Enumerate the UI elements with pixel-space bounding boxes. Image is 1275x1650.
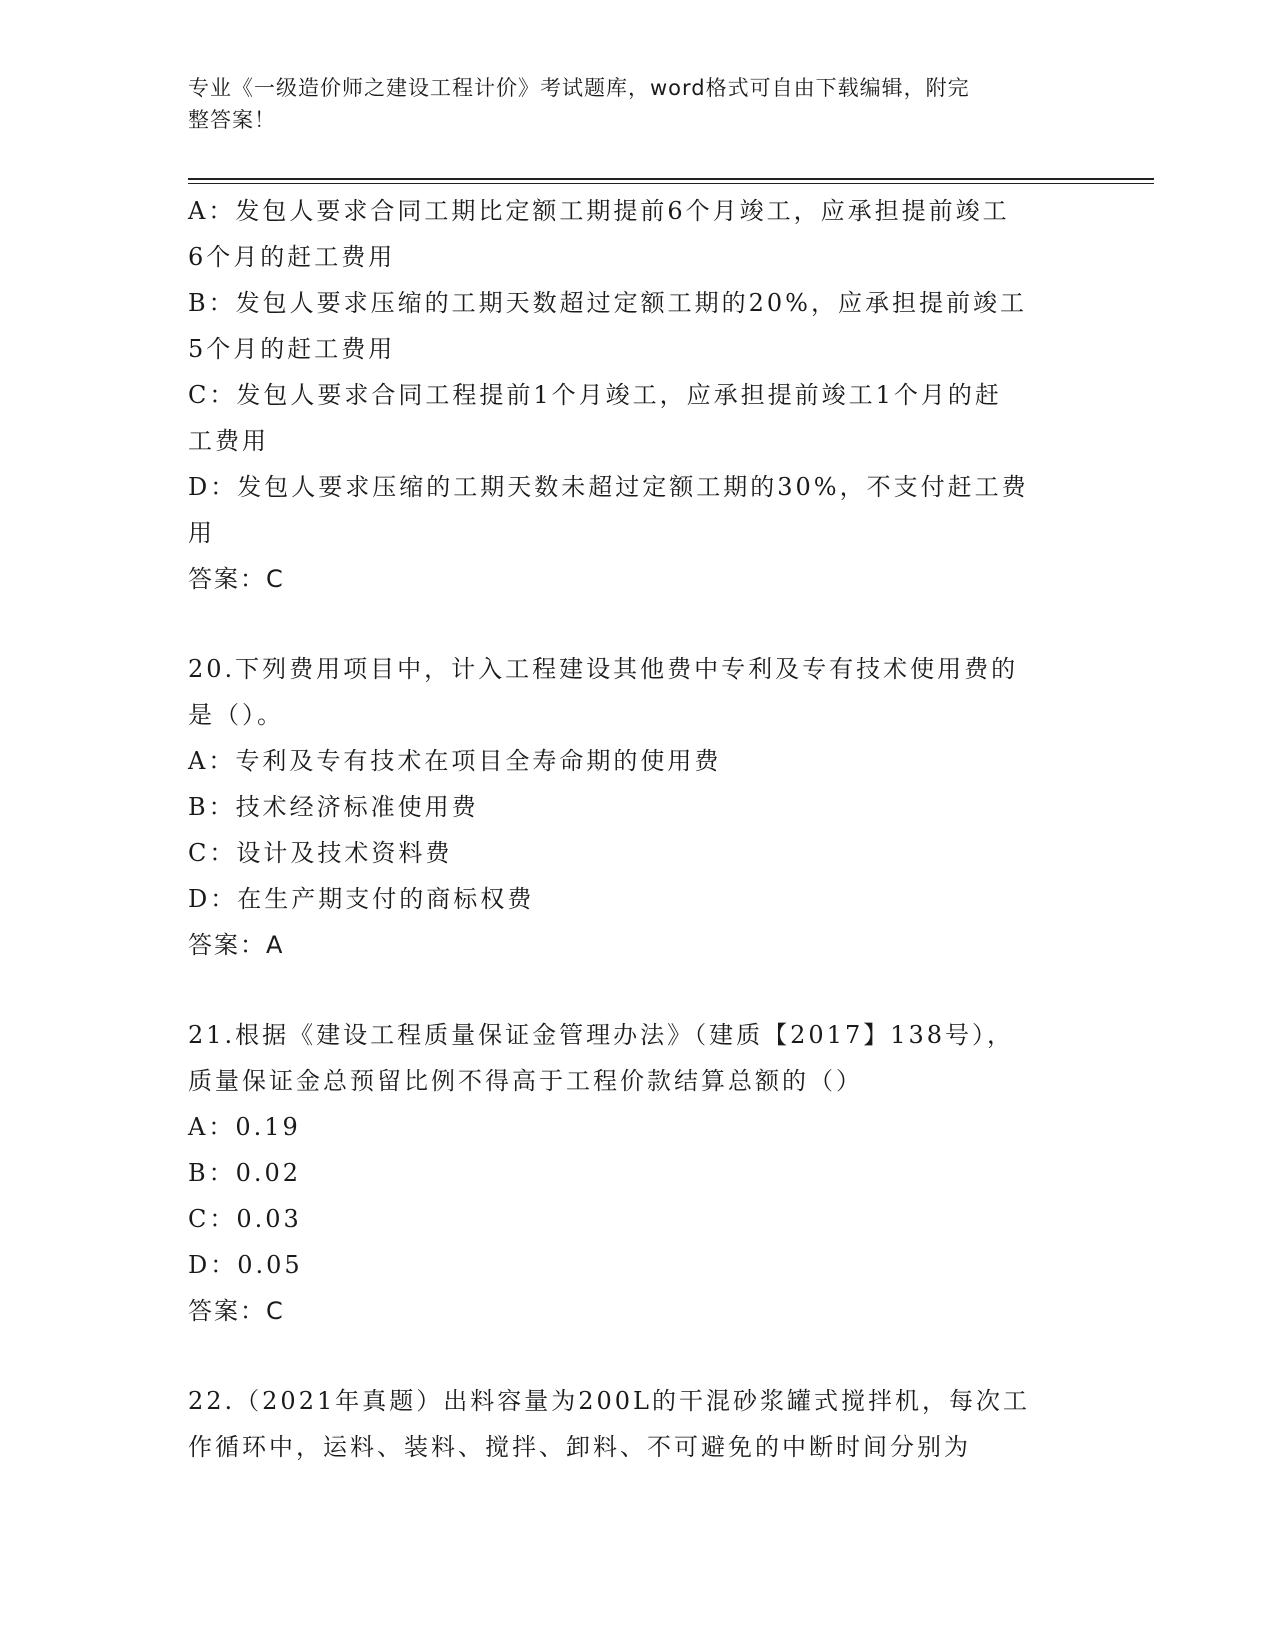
header-divider-thick xyxy=(188,178,1154,180)
header-line-2: 整答案！ xyxy=(188,108,276,132)
option-c-line-1: C：发包人要求合同工程提前1个月竣工，应承担提前竣工1个月的赶 xyxy=(188,381,1002,409)
question-22-stem-line-1: 22.（2021年真题）出料容量为200L的干混砂浆罐式搅拌机，每次工 xyxy=(188,1387,1030,1415)
question-21-stem-line-2: 质量保证金总预留比例不得高于工程价款结算总额的（） xyxy=(188,1067,863,1095)
option-a: A：专利及专有技术在项目全寿命期的使用费 xyxy=(188,747,722,775)
header-line-1: 专业《一级造价师之建设工程计价》考试题库，word格式可自由下载编辑，附完 xyxy=(188,76,970,100)
answer-20: 答案：A xyxy=(188,931,285,959)
question-content xyxy=(188,188,1088,1470)
question-21 xyxy=(188,1012,1088,1334)
header-divider-thin xyxy=(188,183,1154,184)
question-19-options xyxy=(188,188,1088,602)
question-20 xyxy=(188,646,1088,968)
option-b: B：0.02 xyxy=(188,1159,302,1187)
option-a-line-1: A：发包人要求合同工期比定额工期提前6个月竣工，应承担提前竣工 xyxy=(188,197,1010,225)
option-a-line-2: 6个月的赶工费用 xyxy=(188,243,396,271)
option-d: D：在生产期支付的商标权费 xyxy=(188,885,535,913)
option-d-line-2: 用 xyxy=(188,519,215,547)
option-a: A：0.19 xyxy=(188,1113,301,1141)
option-d: D：0.05 xyxy=(188,1251,303,1279)
option-c: C：0.03 xyxy=(188,1205,302,1233)
answer-19: 答案：C xyxy=(188,565,285,593)
spacer xyxy=(188,968,1088,1012)
option-b-line-2: 5个月的赶工费用 xyxy=(188,335,396,363)
option-b-line-1: B：发包人要求压缩的工期天数超过定额工期的20%，应承担提前竣工 xyxy=(188,289,1027,317)
option-d-line-1: D：发包人要求压缩的工期天数未超过定额工期的30%，不支付赶工费 xyxy=(188,473,1029,501)
option-c-line-2: 工费用 xyxy=(188,427,269,455)
option-c: C：设计及技术资料费 xyxy=(188,839,453,867)
question-21-stem-line-1: 21.根据《建设工程质量保证金管理办法》（建质【2017】138号）， xyxy=(188,1021,1015,1049)
spacer xyxy=(188,1334,1088,1378)
question-22 xyxy=(188,1378,1088,1470)
answer-21: 答案：C xyxy=(188,1297,285,1325)
spacer xyxy=(188,602,1088,646)
question-22-stem-line-2: 作循环中，运料、装料、搅拌、卸料、不可避免的中断时间分别为 xyxy=(188,1433,971,1461)
option-b: B：技术经济标准使用费 xyxy=(188,793,479,821)
question-20-stem-line-1: 20.下列费用项目中，计入工程建设其他费中专利及专有技术使用费的 xyxy=(188,655,1019,683)
question-20-stem-line-2: 是（）。 xyxy=(188,701,284,729)
document-header xyxy=(188,72,1088,136)
